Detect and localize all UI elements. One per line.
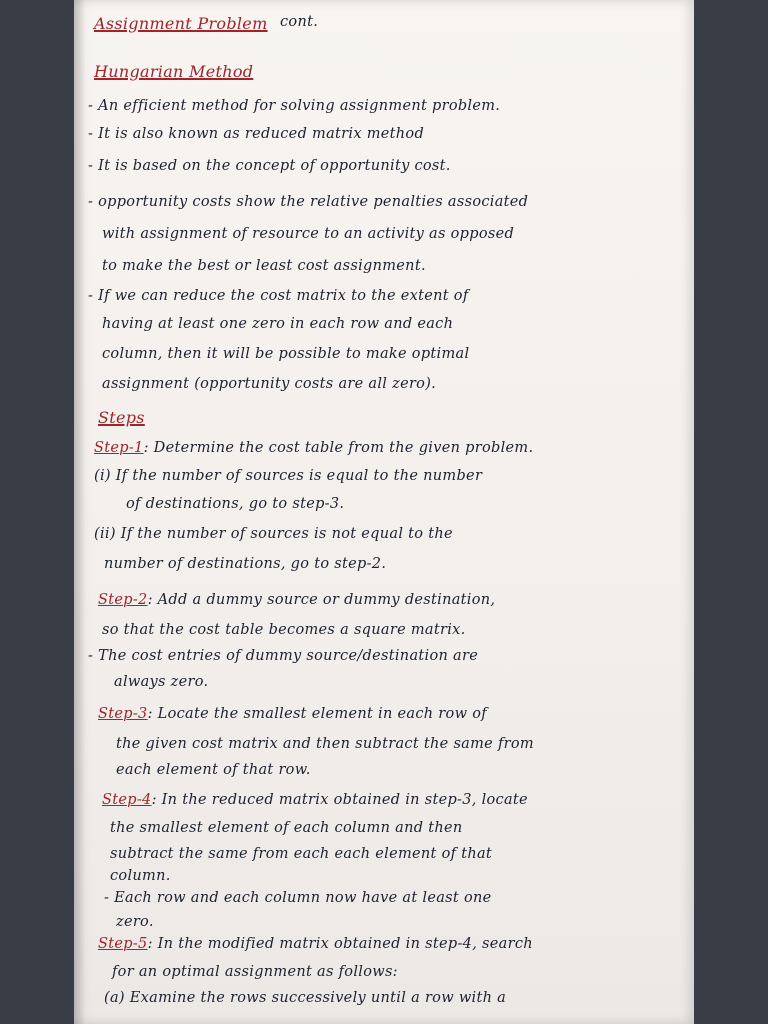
bullet-line-2: - It is also known as reduced matrix method [88, 126, 425, 142]
step-4-line-4: - Each row and each column now have at least one [104, 890, 492, 906]
step-1-line-2: of destinations, go to step-3. [126, 496, 345, 512]
page-margin-shadow [74, 0, 86, 1024]
step-1-label: Step-1 [94, 440, 144, 456]
step-1-row [94, 440, 533, 456]
bullet-line-1: - An efficient method for solving assignment problem. [88, 98, 501, 114]
bullet-line-10: assignment (opportunity costs are all zero). [102, 376, 437, 392]
step-1-text: : Determine the cost table from the given problem. [143, 440, 534, 456]
step-4-line-1: the smallest element of each column and then [110, 820, 463, 836]
step-4-text: : In the reduced matrix obtained in step-3, locate [151, 792, 528, 808]
page-title-cont: cont. [280, 14, 319, 30]
bullet-line-9: column, then it will be possible to make optimal [102, 346, 470, 362]
bullet-line-8: having at least one zero in each row and each [102, 316, 454, 332]
step-1-line-4: number of destinations, go to step-2. [104, 556, 387, 572]
step-2-row [98, 592, 495, 608]
bullet-line-6: to make the best or least cost assignment. [102, 258, 426, 274]
bullet-line-4: - opportunity costs show the relative penalties associated [88, 194, 529, 210]
step-2-line-1: so that the cost table becomes a square matrix. [102, 622, 466, 638]
step-5-label: Step-5 [98, 936, 148, 952]
step-2-line-2: - The cost entries of dummy source/destination are [88, 648, 479, 664]
step-4-line-2: subtract the same from each each element of that [110, 846, 493, 862]
step-1-line-1: (i) If the number of sources is equal to the number [94, 468, 483, 484]
step-2-text: : Add a dummy source or dummy destination, [147, 592, 496, 608]
step-5-row [98, 936, 533, 952]
step-3-line-2: each element of that row. [116, 762, 311, 778]
notebook-page [74, 0, 694, 1024]
bullet-line-5: with assignment of resource to an activity as opposed [102, 226, 515, 242]
bullet-line-7: - If we can reduce the cost matrix to the extent of [88, 288, 469, 304]
step-4-line-5: zero. [116, 914, 154, 930]
bullet-line-3: - It is based on the concept of opportunity cost. [88, 158, 451, 174]
step-4-label: Step-4 [102, 792, 152, 808]
step-2-label: Step-2 [98, 592, 148, 608]
step-5-line-2: (a) Examine the rows successively until a row with a [104, 990, 507, 1006]
step-5-line-1: for an optimal assignment as follows: [112, 964, 398, 980]
step-3-label: Step-3 [98, 706, 148, 722]
step-3-line-1: the given cost matrix and then subtract the same from [116, 736, 534, 752]
steps-heading: Steps [98, 408, 145, 427]
step-1-line-3: (ii) If the number of sources is not equal to the [94, 526, 453, 542]
step-3-text: : Locate the smallest element in each row of [147, 706, 487, 722]
step-2-line-3: always zero. [114, 674, 209, 690]
step-4-row [102, 792, 528, 808]
page-subtitle: Hungarian Method [94, 62, 254, 81]
step-5-text: : In the modified matrix obtained in step-4, search [147, 936, 533, 952]
page-title: Assignment Problem [94, 14, 268, 33]
step-3-row [98, 706, 487, 722]
step-4-line-3: column. [110, 868, 171, 884]
